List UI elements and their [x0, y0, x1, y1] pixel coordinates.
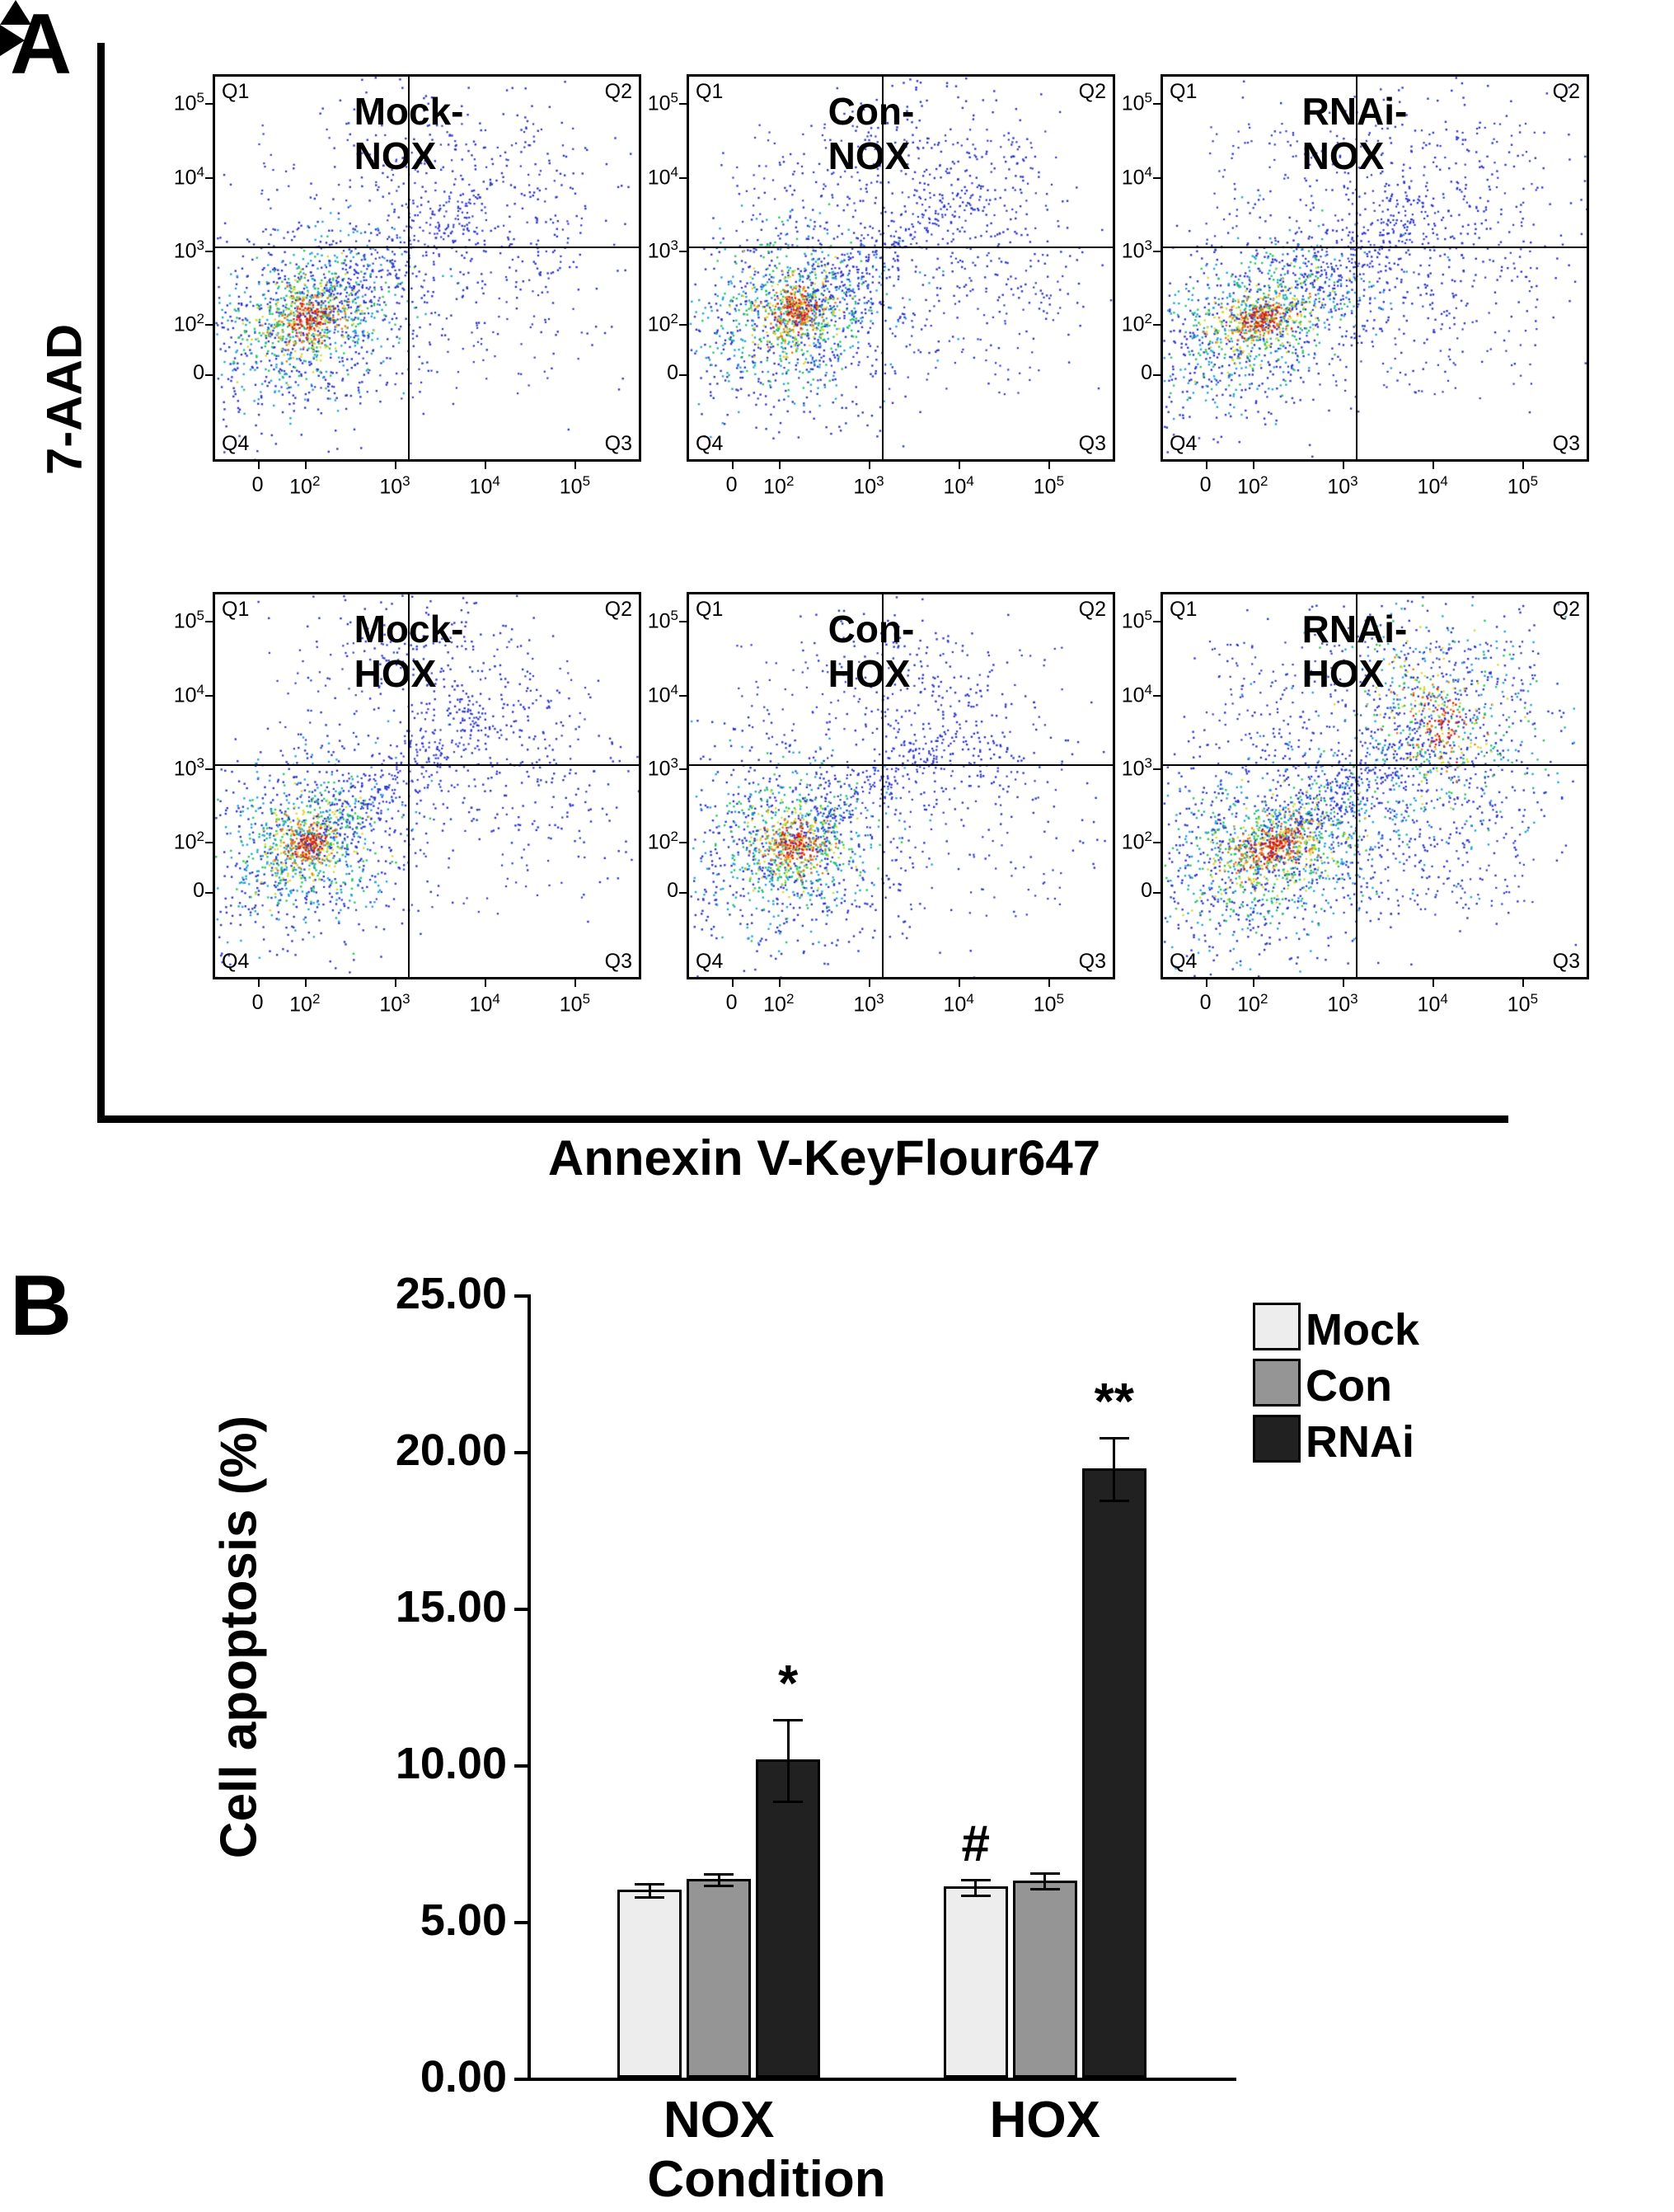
flow-x-tickmark [1253, 979, 1254, 987]
flow-y-tickmark [205, 374, 213, 376]
flow-x-tickmark [959, 462, 960, 469]
flow-y-tick: 0 [1141, 879, 1152, 903]
flow-y-tick: $10^4$ [173, 163, 204, 189]
flow-x-tickmark [574, 979, 576, 987]
flow-x-tick: $10^3$ [853, 991, 884, 1017]
quadrant-horizontal-line [215, 764, 639, 766]
flow-y-tickmark [1153, 103, 1161, 105]
flow-y-tickmark [205, 768, 213, 770]
flow-x-tick: $10^2$ [763, 473, 795, 499]
flow-y-tick: $10^3$ [173, 237, 204, 263]
flow-x-tickmark [258, 979, 260, 987]
bar-chart-y-tickmark [514, 1608, 529, 1611]
flow-y-tick: $10^2$ [1121, 829, 1152, 854]
flow-y-tick: $10^3$ [1121, 237, 1152, 263]
flow-y-tick: $10^4$ [1121, 681, 1152, 707]
flow-x-tick: 0 [251, 473, 264, 496]
legend-swatch-mock [1253, 1303, 1301, 1350]
flow-plot-title: RNAi-HOX [1301, 608, 1408, 695]
flow-y-tick: $10^3$ [1121, 754, 1152, 781]
flow-x-tickmark [779, 462, 781, 469]
flow-y-tick: 0 [193, 361, 204, 385]
flow-x-tick: $10^4$ [469, 473, 500, 499]
flow-x-tick: $10^2$ [289, 991, 321, 1017]
flow-x-tick: $10^5$ [1033, 473, 1065, 499]
flow-plot-title: Mock-HOX [354, 608, 464, 695]
quadrant-horizontal-line [689, 247, 1113, 248]
bar-chart-x-tick: HOX [989, 2092, 1100, 2149]
flow-plot-title: Mock-NOX [354, 90, 464, 177]
flow-y-tickmark [1153, 374, 1161, 376]
bar-chart-y-tick: 10.00 [395, 1739, 507, 1788]
flow-x-tickmark [779, 979, 781, 987]
flow-x-tickmark [732, 462, 734, 469]
panel-a-letter: A [10, 0, 73, 92]
flow-y-tickmark [679, 621, 687, 622]
flow-y-tick: 0 [667, 361, 678, 385]
flow-x-tick: $10^4$ [1417, 473, 1448, 499]
quadrant-label-q2: Q2 [1552, 598, 1580, 621]
flow-y-tickmark [205, 892, 213, 894]
bar-chart-x-axis [528, 2078, 1236, 2081]
flow-y-tickmark [1153, 695, 1161, 697]
flow-x-tick: $10^5$ [1033, 991, 1065, 1017]
quadrant-horizontal-line [1163, 764, 1587, 766]
bar-con-hox [1013, 1881, 1077, 2078]
flow-y-tick: $10^5$ [647, 90, 678, 115]
flow-y-tick: $10^4$ [173, 681, 204, 707]
bar-chart-y-tickmark [514, 1294, 529, 1298]
flow-x-tick: $10^3$ [379, 473, 410, 499]
bar-mock-nox [617, 1890, 682, 2078]
flow-y-tickmark [679, 695, 687, 697]
flow-x-tickmark [1048, 462, 1050, 469]
flow-x-tick: 0 [1199, 473, 1212, 496]
significance-marker: * [778, 1655, 799, 1712]
quadrant-label-q4: Q4 [222, 950, 250, 973]
flow-y-tick: $10^4$ [647, 681, 678, 707]
bar-chart-y-tickmark [514, 2078, 529, 2081]
flow-plot-title: Con-HOX [828, 608, 915, 695]
flow-x-tick: 0 [725, 473, 738, 496]
quadrant-label-q1: Q1 [1170, 598, 1198, 621]
flow-x-tick: $10^2$ [1237, 991, 1268, 1017]
flow-y-tickmark [679, 177, 687, 179]
flow-y-tickmark [679, 892, 687, 894]
panel-b-x-axis-label: Condition [647, 2151, 886, 2208]
flow-y-tick: $10^2$ [647, 829, 678, 854]
flow-x-tickmark [1206, 462, 1207, 469]
flow-x-tick: $10^5$ [1507, 991, 1539, 1017]
quadrant-label-q4: Q4 [1170, 432, 1198, 455]
flow-y-tickmark [205, 251, 213, 252]
error-bar-cap [961, 1879, 991, 1881]
flow-y-tick: $10^2$ [1121, 311, 1152, 336]
error-bar-cap [773, 1719, 803, 1721]
quadrant-label-q2: Q2 [1078, 598, 1106, 621]
bar-chart-x-tick: NOX [664, 2092, 775, 2149]
legend-label-con: Con [1306, 1361, 1392, 1411]
legend-swatch-con [1253, 1359, 1301, 1407]
flow-x-tick: $10^5$ [1507, 473, 1539, 499]
flow-y-tickmark [205, 621, 213, 622]
legend-label-mock: Mock [1306, 1305, 1420, 1355]
significance-marker: ** [1094, 1373, 1134, 1430]
error-bar-cap [704, 1873, 734, 1876]
bar-con-nox [687, 1879, 751, 2078]
panel-b-bar-chart [0, 1228, 1674, 2212]
quadrant-label-q1: Q1 [222, 598, 250, 621]
quadrant-label-q1: Q1 [222, 80, 250, 103]
flow-y-tickmark [205, 842, 213, 843]
panel-b-letter: B [10, 1258, 73, 1354]
flow-y-tick: 0 [193, 879, 204, 903]
flow-y-tickmark [679, 374, 687, 376]
quadrant-label-q4: Q4 [1170, 950, 1198, 973]
quadrant-label-q2: Q2 [1078, 80, 1106, 103]
panel-a-y-axis-label: 7-AAD [36, 323, 92, 476]
flow-y-tickmark [205, 103, 213, 105]
error-bar [1113, 1437, 1115, 1500]
error-bar-cap [1030, 1872, 1060, 1875]
flow-x-tick: 0 [251, 991, 264, 1014]
flow-y-tickmark [1153, 324, 1161, 326]
bar-chart-y-tick: 5.00 [420, 1895, 507, 1945]
flow-x-tickmark [1522, 979, 1524, 987]
flow-x-tickmark [1433, 462, 1434, 469]
flow-y-tickmark [1153, 251, 1161, 252]
quadrant-horizontal-line [215, 247, 639, 248]
flow-x-tick: 0 [1199, 991, 1212, 1014]
flow-y-tick: $10^3$ [647, 754, 678, 781]
bar-chart-y-tickmark [514, 1921, 529, 1924]
quadrant-label-q2: Q2 [1552, 80, 1580, 103]
flow-x-tickmark [395, 979, 396, 987]
flow-x-tickmark [1253, 462, 1254, 469]
quadrant-label-q1: Q1 [696, 598, 724, 621]
flow-x-tickmark [732, 979, 734, 987]
flow-y-tickmark [205, 177, 213, 179]
flow-x-tickmark [305, 462, 307, 469]
panel-a-y-axis-line [97, 43, 105, 1123]
flow-x-tickmark [258, 462, 260, 469]
legend-swatch-rnai [1253, 1415, 1301, 1463]
quadrant-label-q3: Q3 [1552, 950, 1580, 973]
flow-y-tick: $10^4$ [1121, 163, 1152, 189]
quadrant-label-q4: Q4 [696, 432, 724, 455]
quadrant-horizontal-line [689, 764, 1113, 766]
flow-y-tickmark [1153, 768, 1161, 770]
quadrant-label-q3: Q3 [1078, 432, 1106, 455]
flow-x-tickmark [485, 462, 486, 469]
flow-x-tick: $10^5$ [559, 991, 591, 1017]
flow-y-tick: 0 [667, 879, 678, 903]
flow-x-tickmark [869, 979, 870, 987]
flow-plot-title: RNAi-NOX [1301, 90, 1408, 177]
quadrant-label-q3: Q3 [1078, 950, 1106, 973]
error-bar-cap [1100, 1437, 1129, 1439]
flow-y-tick: $10^3$ [647, 237, 678, 263]
bar-chart-y-tick: 25.00 [395, 1269, 507, 1318]
flow-y-tickmark [679, 324, 687, 326]
flow-x-tickmark [1433, 979, 1434, 987]
flow-x-tick: $10^4$ [943, 991, 974, 1017]
flow-y-tick: $10^4$ [647, 163, 678, 189]
flow-y-tick: $10^2$ [647, 311, 678, 336]
error-bar-cap [773, 1801, 803, 1803]
quadrant-horizontal-line [1163, 247, 1587, 248]
flow-y-tick: $10^5$ [1121, 608, 1152, 633]
quadrant-label-q2: Q2 [604, 598, 632, 621]
flow-y-tick: $10^5$ [173, 90, 204, 115]
bar-chart-y-tick: 20.00 [395, 1425, 507, 1475]
flow-y-tick: $10^3$ [173, 754, 204, 781]
bar-chart-y-tickmark [514, 1764, 529, 1768]
bar-chart-y-tickmark [514, 1451, 529, 1454]
bar-mock-hox [944, 1886, 1008, 2078]
flow-y-tickmark [205, 695, 213, 697]
flow-x-tick: $10^4$ [1417, 991, 1448, 1017]
flow-x-tickmark [1343, 979, 1344, 987]
flow-y-tick: $10^5$ [173, 608, 204, 633]
error-bar-cap [704, 1885, 734, 1887]
flow-y-tickmark [679, 842, 687, 843]
flow-x-tick: $10^4$ [943, 473, 974, 499]
quadrant-label-q3: Q3 [1552, 432, 1580, 455]
bar-rnai-hox [1082, 1468, 1146, 2078]
flow-x-tick: $10^2$ [289, 473, 321, 499]
flow-y-tick: $10^2$ [173, 829, 204, 854]
flow-x-tickmark [305, 979, 307, 987]
flow-x-tick: 0 [725, 991, 738, 1014]
flow-x-tickmark [1522, 462, 1524, 469]
legend-label-rnai: RNAi [1306, 1417, 1414, 1467]
error-bar-cap [1100, 1500, 1129, 1502]
bar-chart-y-tick: 15.00 [395, 1582, 507, 1632]
quadrant-label-q1: Q1 [696, 80, 724, 103]
flow-x-tick: $10^3$ [1327, 991, 1358, 1017]
bar-chart-y-tick: 0.00 [420, 2052, 507, 2102]
flow-y-tickmark [679, 251, 687, 252]
quadrant-label-q3: Q3 [604, 950, 632, 973]
flow-x-tick: $10^3$ [1327, 473, 1358, 499]
quadrant-label-q4: Q4 [222, 432, 250, 455]
flow-x-tickmark [1048, 979, 1050, 987]
flow-x-tickmark [959, 979, 960, 987]
quadrant-label-q2: Q2 [604, 80, 632, 103]
flow-x-tickmark [574, 462, 576, 469]
quadrant-label-q1: Q1 [1170, 80, 1198, 103]
quadrant-label-q3: Q3 [604, 432, 632, 455]
flow-y-tickmark [1153, 177, 1161, 179]
flow-x-tick: $10^5$ [559, 473, 591, 499]
flow-y-tickmark [1153, 842, 1161, 843]
error-bar-cap [635, 1883, 664, 1886]
flow-y-tickmark [679, 103, 687, 105]
flow-y-tickmark [1153, 892, 1161, 894]
error-bar-cap [1030, 1888, 1060, 1890]
flow-x-tick: $10^3$ [379, 991, 410, 1017]
flow-y-tick: 0 [1141, 361, 1152, 385]
flow-x-tickmark [869, 462, 870, 469]
significance-marker: # [961, 1815, 991, 1872]
flow-x-tick: $10^2$ [1237, 473, 1268, 499]
error-bar-cap [635, 1896, 664, 1899]
flow-y-tickmark [679, 768, 687, 770]
flow-x-tickmark [395, 462, 396, 469]
flow-y-tickmark [1153, 621, 1161, 622]
flow-y-tickmark [205, 324, 213, 326]
flow-x-tick: $10^3$ [853, 473, 884, 499]
flow-plot-title: Con-NOX [828, 90, 915, 177]
flow-y-tick: $10^5$ [1121, 90, 1152, 115]
flow-x-tickmark [1206, 979, 1207, 987]
panel-b-y-axis-label: Cell apoptosis (%) [210, 1415, 268, 1859]
quadrant-label-q4: Q4 [696, 950, 724, 973]
bar-chart-y-axis [528, 1294, 531, 2078]
flow-x-tickmark [1343, 462, 1344, 469]
flow-x-tickmark [485, 979, 486, 987]
flow-x-tick: $10^4$ [469, 991, 500, 1017]
flow-x-tick: $10^2$ [763, 991, 795, 1017]
error-bar [787, 1719, 790, 1801]
flow-y-tick: $10^2$ [173, 311, 204, 336]
error-bar-cap [961, 1895, 991, 1897]
panel-a-x-axis-line [97, 1115, 1508, 1123]
flow-y-tick: $10^5$ [647, 608, 678, 633]
panel-a-x-axis-label: Annexin V-KeyFlour647 [547, 1130, 1101, 1186]
bar-rnai-nox [756, 1759, 820, 2078]
